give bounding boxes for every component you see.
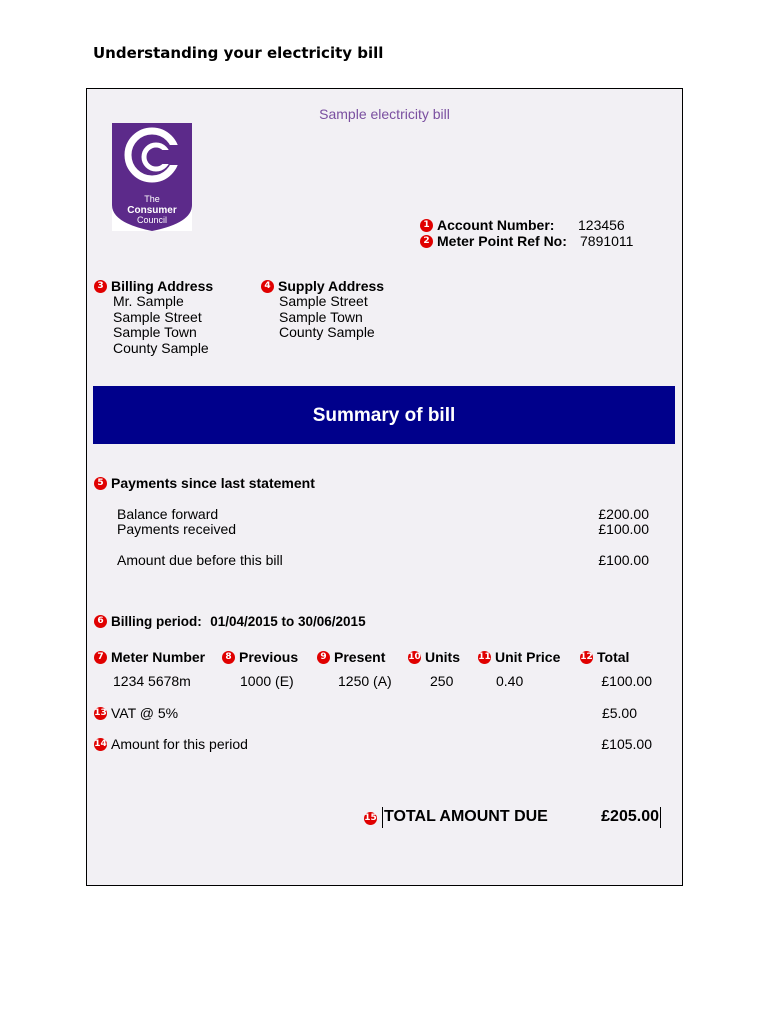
col-present xyxy=(317,649,385,667)
marker-14: 14 xyxy=(94,739,107,750)
svg-text:The: The xyxy=(144,194,160,204)
reading-present: 1250 (A) xyxy=(338,673,392,689)
column-label: Present xyxy=(334,649,386,665)
marker-6: 6 xyxy=(94,615,107,628)
reading-previous: 1000 (E) xyxy=(240,673,294,689)
account-number-label: Account Number: xyxy=(437,217,555,233)
column-label: Total xyxy=(597,649,630,665)
marker-5: 5 xyxy=(94,477,107,490)
payments-heading xyxy=(94,475,315,493)
bill-panel xyxy=(86,88,683,886)
bill-subtitle: Sample electricity bill xyxy=(319,106,450,122)
reading-unit-price: 0.40 xyxy=(496,673,524,689)
period-amount-label: Amount for this period xyxy=(111,736,248,752)
billing-address xyxy=(113,294,209,356)
billing-address-line: Sample Town xyxy=(113,324,197,340)
reading-total: £100.00 xyxy=(601,673,652,689)
total-amount-value: £205.00 xyxy=(601,808,659,825)
billing-address-line: Mr. Sample xyxy=(113,293,184,309)
billing-period-row xyxy=(94,613,366,631)
account-number-value: 123456 xyxy=(578,217,625,233)
supply-address-line: Sample Street xyxy=(279,293,368,309)
supply-address-line: County Sample xyxy=(279,324,375,340)
reading-meter: 1234 5678m xyxy=(113,673,191,689)
document-title: Understanding your electricity bill xyxy=(93,44,384,62)
marker-15: 15 xyxy=(364,813,377,823)
column-label: Units xyxy=(425,649,460,665)
payments-label: Payments since last statement xyxy=(111,475,315,491)
payment-row-label: Balance forward xyxy=(117,506,219,522)
supply-address-label: Supply Address xyxy=(278,278,385,294)
payment-row-label: Payments received xyxy=(117,521,237,537)
total-amount-box xyxy=(382,807,661,828)
marker-13: 13 xyxy=(94,708,107,719)
meter-ref-label: Meter Point Ref No: xyxy=(437,233,567,249)
marker-3: 3 xyxy=(94,280,107,293)
period-amount-value: £105.00 xyxy=(601,736,652,752)
payment-row-value: £200.00 xyxy=(598,506,649,522)
total-amount-label: TOTAL AMOUNT DUE xyxy=(384,808,548,825)
supply-address xyxy=(279,294,375,341)
summary-banner: Summary of bill xyxy=(93,386,675,444)
period-amount-row xyxy=(94,736,248,754)
marker-9: 9 xyxy=(317,651,330,664)
consumer-council-logo xyxy=(112,123,192,231)
reading-units: 250 xyxy=(430,673,454,689)
marker-10: 10 xyxy=(408,652,421,663)
marker-11: 11 xyxy=(478,652,491,663)
payment-row-value: £100.00 xyxy=(598,552,649,568)
marker-4: 4 xyxy=(261,280,274,293)
col-previous xyxy=(222,649,298,667)
col-meter-number xyxy=(94,649,205,667)
col-units xyxy=(408,649,460,667)
col-total xyxy=(580,649,629,667)
billing-address-line: Sample Street xyxy=(113,308,202,325)
column-label: Meter Number xyxy=(111,649,206,665)
billing-period-value: 01/04/2015 to 30/06/2015 xyxy=(210,614,366,629)
vat-label: VAT @ 5% xyxy=(111,705,179,721)
column-label: Previous xyxy=(239,649,299,665)
billing-address-line: County Sample xyxy=(113,339,209,356)
payment-row-value: £100.00 xyxy=(598,521,649,537)
vat-row xyxy=(94,705,178,723)
billing-address-label: Billing Address xyxy=(111,278,214,294)
supply-address-line: Sample Town xyxy=(279,308,363,325)
column-label: Unit Price xyxy=(495,649,561,665)
col-unit-price xyxy=(478,649,560,667)
marker-7: 7 xyxy=(94,651,107,664)
payment-row-label: Amount due before this bill xyxy=(117,552,283,568)
marker-1: 1 xyxy=(420,219,433,232)
billing-period-label: Billing period: xyxy=(111,614,202,629)
meter-ref-value: 7891011 xyxy=(580,233,634,249)
marker-2: 2 xyxy=(420,235,433,248)
meter-ref-row xyxy=(420,233,567,251)
marker-12: 12 xyxy=(580,652,593,663)
svg-text:Council: Council xyxy=(136,215,168,225)
vat-value: £5.00 xyxy=(601,705,637,721)
svg-text:Consumer: Consumer xyxy=(127,205,177,216)
marker-8: 8 xyxy=(222,651,235,664)
